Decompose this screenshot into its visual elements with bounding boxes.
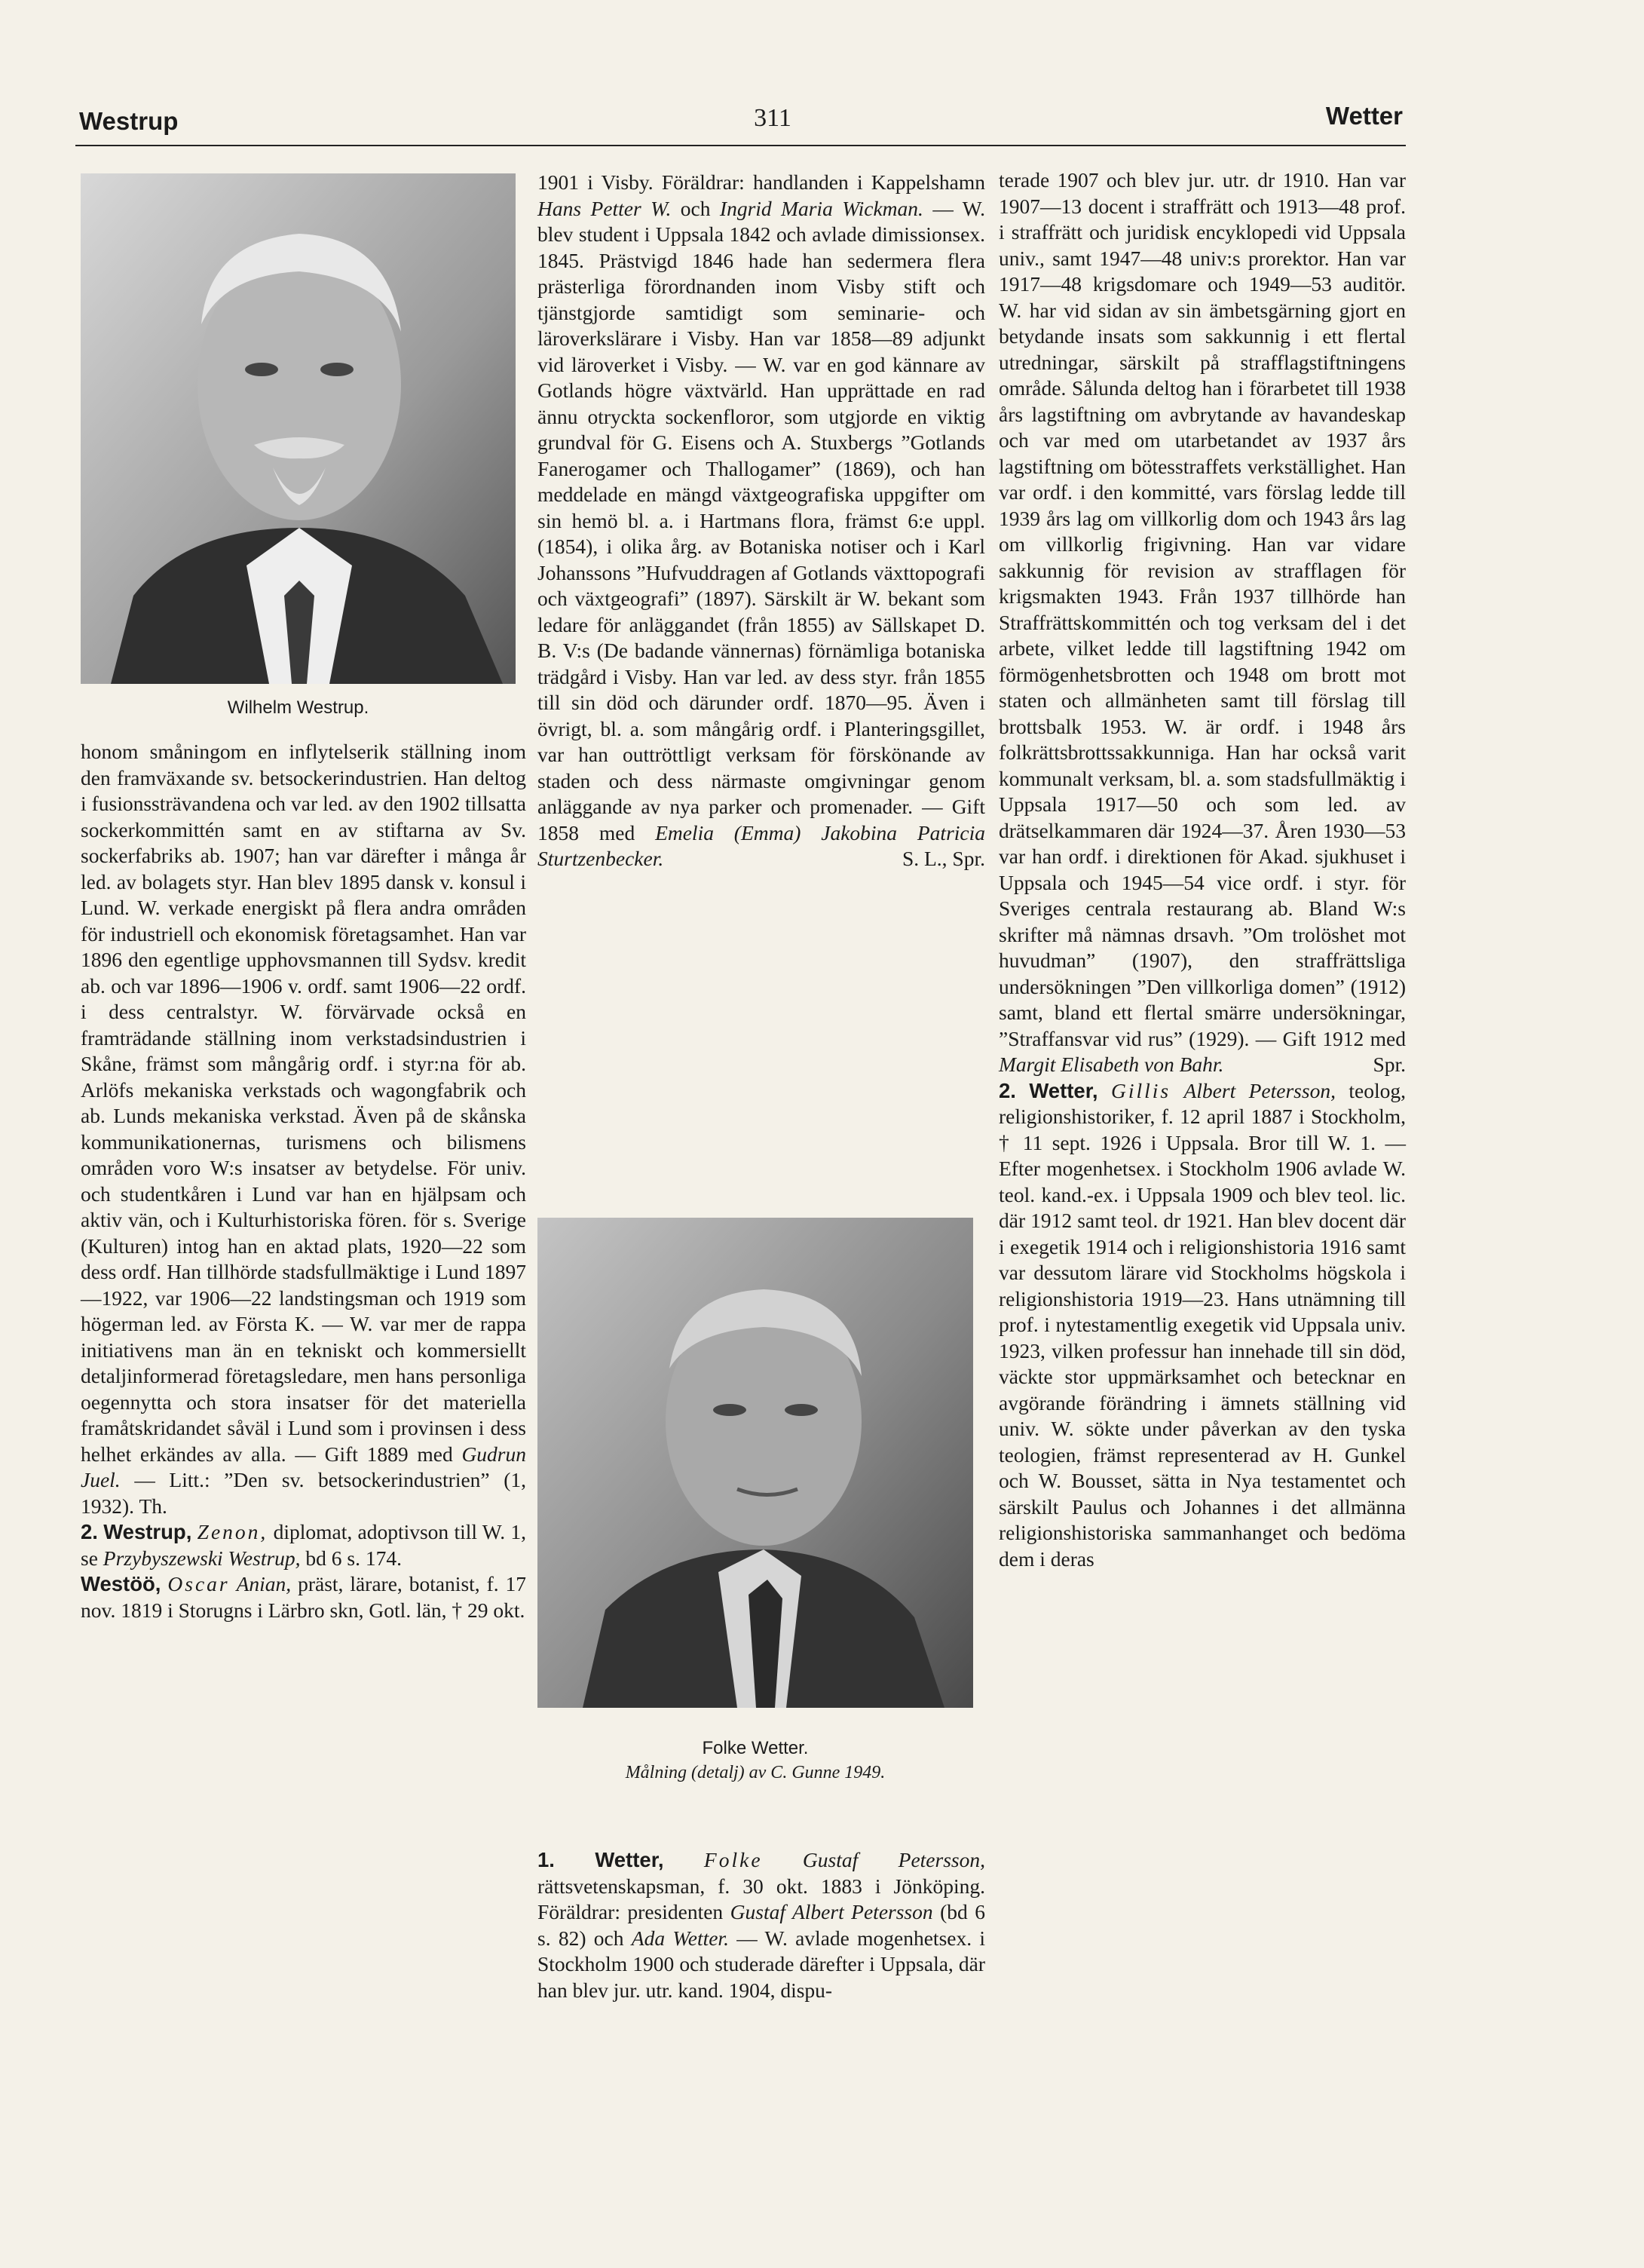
folke-wetter-entry — [537, 1847, 985, 2003]
westrup-signature: Th. — [139, 1494, 167, 1518]
westoo-mother: Ingrid Maria Wickman. — [719, 196, 923, 220]
westoo-signature: S. L., Spr. — [902, 847, 985, 870]
zenon-text: diplomat, adoptivson till W. 1, se — [81, 1520, 527, 1570]
westoo-cont-text: 1901 i Visby. Föräldrar: handlanden i Kappelshamn — [537, 170, 985, 194]
zenon-entry — [81, 1519, 526, 1571]
gillis-name: Gillis — [1110, 1078, 1171, 1102]
westrup-portrait — [81, 173, 516, 684]
folke-text-mid: (bd 6 s. 82) och — [537, 1900, 985, 1950]
running-head-left: Westrup — [79, 107, 179, 135]
folke-text-end: — W. avlade mogenhetsex. i Stockholm 1900 och studerade därefter i Uppsala, där han blev jur. utr. kand. 1904, dispu- — [537, 1926, 986, 2002]
folke-mother: Ada Wetter. — [631, 1926, 729, 1950]
column-2 — [537, 170, 985, 872]
gillis-text: teolog, religionshistoriker, f. 12 april 1887 i Stockholm, † 11 sept. 1926 i Uppsala. Bror till W. 1. — Efter mogenhetsex. i Stockholm 1906 avlade W. teol. kand.-ex. i Uppsala 1909 och blev teol. lic. där 1912 samt teol. dr 1921. Han blev docent där i exegetik 1914 och i religionshistoria 1916 samt var dessutom lärare vid Stockholms högskola i religionshistoria 1919—23. Hans utnämning till prof. i nytestamentlig exegetik vid Uppsala univ. 1923, vilken professur han innehade till sin död, väckte stor uppmärksamhet och betecknar en avgörande förändring i ämnets ställning vid univ. W. sökte under påverkan av den tyska teologien, främst representerad av H. Gunkel och W. Bousset, sätta in Nya testamentet och särskilt Paulus och Johannes i det allmänna religionshistoriska sammanhanget och bedöma dem i deras — [999, 1078, 1406, 1571]
gillis-name2: Albert Petersson, — [1183, 1078, 1336, 1102]
westoo-wife: Emelia (Emma) Jakobina Patricia Sturtzenbecker. — [537, 820, 986, 870]
column-1 — [81, 739, 526, 1623]
folke-wife: Margit Elisabeth von Bahr. — [999, 1053, 1224, 1076]
wetter-caption: Folke Wetter. — [702, 1738, 809, 1758]
gillis-headword: Wetter, — [1029, 1078, 1098, 1102]
westoo-cont-body: — W. blev student i Uppsala 1842 och avlade dimissionsex. 1845. Prästvigd 1846 hade han sedermera flera prästerliga förordnanden inom Visby stift och tjänstgjorde samtidigt som seminarie- och läroverkslärare i Visby. Han var 1858—89 adjunkt vid läroverket i Visby. — W. var en god kännare av Gotlands högre växtvärld. Han upprättade en rad ännu otryckta sockenfloror, som utgjorde en viktig grundval för G. Eisens och A. Stuxbergs ”Gotlands Fanerogamer och Thallogamer” (1869), och han meddelade en mängd växtgeografiska uppgifter om sin hemö bl. a. i Hartmans flora, främst 6:e uppl. (1854), i olika årg. av Botaniska notiser och i Karl Johanssons ”Hufvuddragen af Gotlands växttopografi och växtgeografi” (1897). Särskilt är W. bekant som ledare för anläggandet (från 1855) av Sällskapet D. B. V:s (De badande vännernas) förnämliga botaniska trädgård i Visby. Han var led. av dess styr. från 1855 till sin död och därunder ordf. 1870—95. Även i övrigt, bl. a. som mångårig ordf. i Planteringsgillet, var han outtröttligt verksam för förskönande av staden och dess närmaste omgivningar genom anläggande av nya parker och promenader. — Gift 1858 med — [537, 196, 986, 844]
westoo-text: präst, lärare, botanist, f. 17 nov. 1819 i Storugns i Lärbro skn, Gotl. län, † 29 okt. — [81, 1572, 527, 1622]
westrup-wife: Gudrun Juel. — [81, 1442, 526, 1491]
folke-cont-text: terade 1907 och blev jur. utr. dr 1910. Han var 1907—13 docent i straffrätt och 1913—48 prof. i straffrätt och juridisk encyklopedi vid Uppsala univ., samt 1947—48 univ:s prorektor. Han var 1917—48 krigsdomare och 1949—53 auditör. W. har vid sidan av sin ämbetsgärning gjort en betydande insats som sakkunnig i ett flertal utredningar, särskilt på strafflagstiftningens område. Sålunda deltog han i förarbetet till 1938 års lagstiftning om avbrytande av havandeskap och var med om utarbetandet av 1937 års lagstiftning om bötesstraffets verkställighet. Han var ordf. i den kommitté, vars förslag ledde till 1939 års lag om villkorlig dom och 1943 års lag om villkorlig frigivning. Han var vidare sakkunnig för revision av strafflagen för krigsmakten 1943. Från 1937 tillhörde han Straffrättskommittén och tog verksam del i det arbete, vilket ledde till lagstiftning 1942 om förmögenhetsbrotten och 1948 om brott mot staten och allmänheten samt till förslag till brottsbalk 1953. W. är ordf. i 1948 års folkrättsbrottssakkunniga. Han har också varit kommunalt verksam, bl. a. som stadsfullmäktig i Uppsala 1917—50 och som led. av drätselkammaren där 1924—37. Åren 1930—53 var han ordf. i direktionen för Akad. sjukhuset i Uppsala och 1945—54 vice ordf. i styr. för Sveriges centrala restaurang ab. Bland W:s skrifter må nämnas drsavh. ”Om trolöshet mot huvudman” (1907), den straffrättsliga undersökningen ”Den villkorliga domen” (1912) samt, bland ett flertal smärre undersökningar, ”Straffansvar vid rus” (1929). — Gift 1912 med — [999, 168, 1406, 1050]
zenon-name: Zenon, — [197, 1520, 268, 1543]
westoo-name2: Anian, — [236, 1572, 292, 1595]
folke-wetter-continued — [999, 167, 1406, 1078]
westrup-bio-paragraph — [81, 739, 526, 1519]
westoo-cont-and: och — [680, 196, 711, 220]
wetter-portrait — [537, 1218, 973, 1708]
wetter-caption-block — [537, 1736, 973, 1785]
page-header — [0, 0, 1644, 151]
westrup-literature: — Litt.: ”Den sv. betsockerindustrien” (1, 1932). — [81, 1468, 527, 1518]
wetter-portrait-svg — [537, 1218, 973, 1708]
page-number: 311 — [754, 104, 791, 132]
column-3 — [999, 167, 1406, 1572]
gillis-number: 2. — [999, 1078, 1016, 1102]
westrup-caption: Wilhelm Westrup. — [227, 697, 369, 718]
westrup-portrait-svg — [81, 173, 516, 684]
zenon-reference: Przybyszewski Westrup, — [103, 1546, 301, 1570]
zenon-headword: Westrup, — [103, 1520, 192, 1543]
zenon-number: 2. — [81, 1520, 98, 1543]
running-head-right: Wetter — [1325, 102, 1403, 130]
westoo-name: Oscar — [167, 1572, 230, 1595]
folke-text: rättsvetenskapsman, f. 30 okt. 1883 i Jönköping. Föräldrar: presidenten — [537, 1874, 985, 1923]
folke-father: Gustaf Albert Petersson — [730, 1900, 933, 1923]
westoo-father: Hans Petter W. — [537, 196, 672, 220]
folke-headword: Wetter, — [595, 1848, 664, 1871]
column-2-bottom — [537, 1847, 985, 2003]
folke-signature: Spr. — [1373, 1053, 1406, 1076]
folke-name: Folke — [703, 1848, 763, 1871]
zenon-text-end: bd 6 s. 174. — [305, 1546, 402, 1570]
westrup-bio-text: honom småningom en inflytelserik ställning inom den framväxande sv. betsockerindustrien. Han deltog i fusionssträvandena och var led. av den 1902 tillsatta sockerkommittén samt en av stiftarna av Sv. sockerfabriks ab. 1907; han var därefter i många år led. av bolagets styr. Han blev 1895 dansk v. konsul i Lund. W. verkade energiskt på flera andra områden för industriell och ekonomisk företagsamhet. Han var 1896 den egentlige upphovsmannen till Sydsv. kredit ab. och var 1896—1906 v. ordf. samt 1906—22 ordf. i dess centralstyr. W. förvärvade också en framträdande ställning inom verkstadsindustrien i Skåne, främst som mångårig ordf. i styr:na för ab. Arlöfs mekaniska verkstads och wagongfabrik och ab. Lunds mekaniska verkstad. Även på de skånska kommunikationernas, turismens och bilismens områden voro W:s insatser av betydelse. För univ. och studentkåren i Lund var han en hjälpsam och aktiv vän, och i Kulturhistoriska fören. för s. Sverige (Kulturen) intog han en aktad plats, 1920—22 som dess ordf. Han tillhörde stadsfullmäktige i Lund 1897—1922, var 1906—22 landstingsman och 1919 som högerman led. av Första K. — W. var mer de rappa initiativens man än en tekniskt och kommersiellt detaljinformerad företagsledare, men hans personliga oegennytta och stora insatser för det materiella framåtskridandet såväl i Lund som i provinsen i dess helhet erkändes av alla. — Gift 1889 med — [81, 740, 526, 1466]
folke-number: 1. — [537, 1848, 555, 1871]
folke-name2: Gustaf Petersson, — [802, 1848, 985, 1871]
gillis-wetter-entry — [999, 1078, 1406, 1573]
westoo-headword: Westöö, — [81, 1572, 161, 1595]
westoo-entry — [81, 1571, 526, 1623]
westoo-continued — [537, 170, 985, 872]
wetter-subcaption: Målning (detalj) av C. Gunne 1949. — [625, 1763, 886, 1782]
header-rule — [75, 145, 1406, 146]
